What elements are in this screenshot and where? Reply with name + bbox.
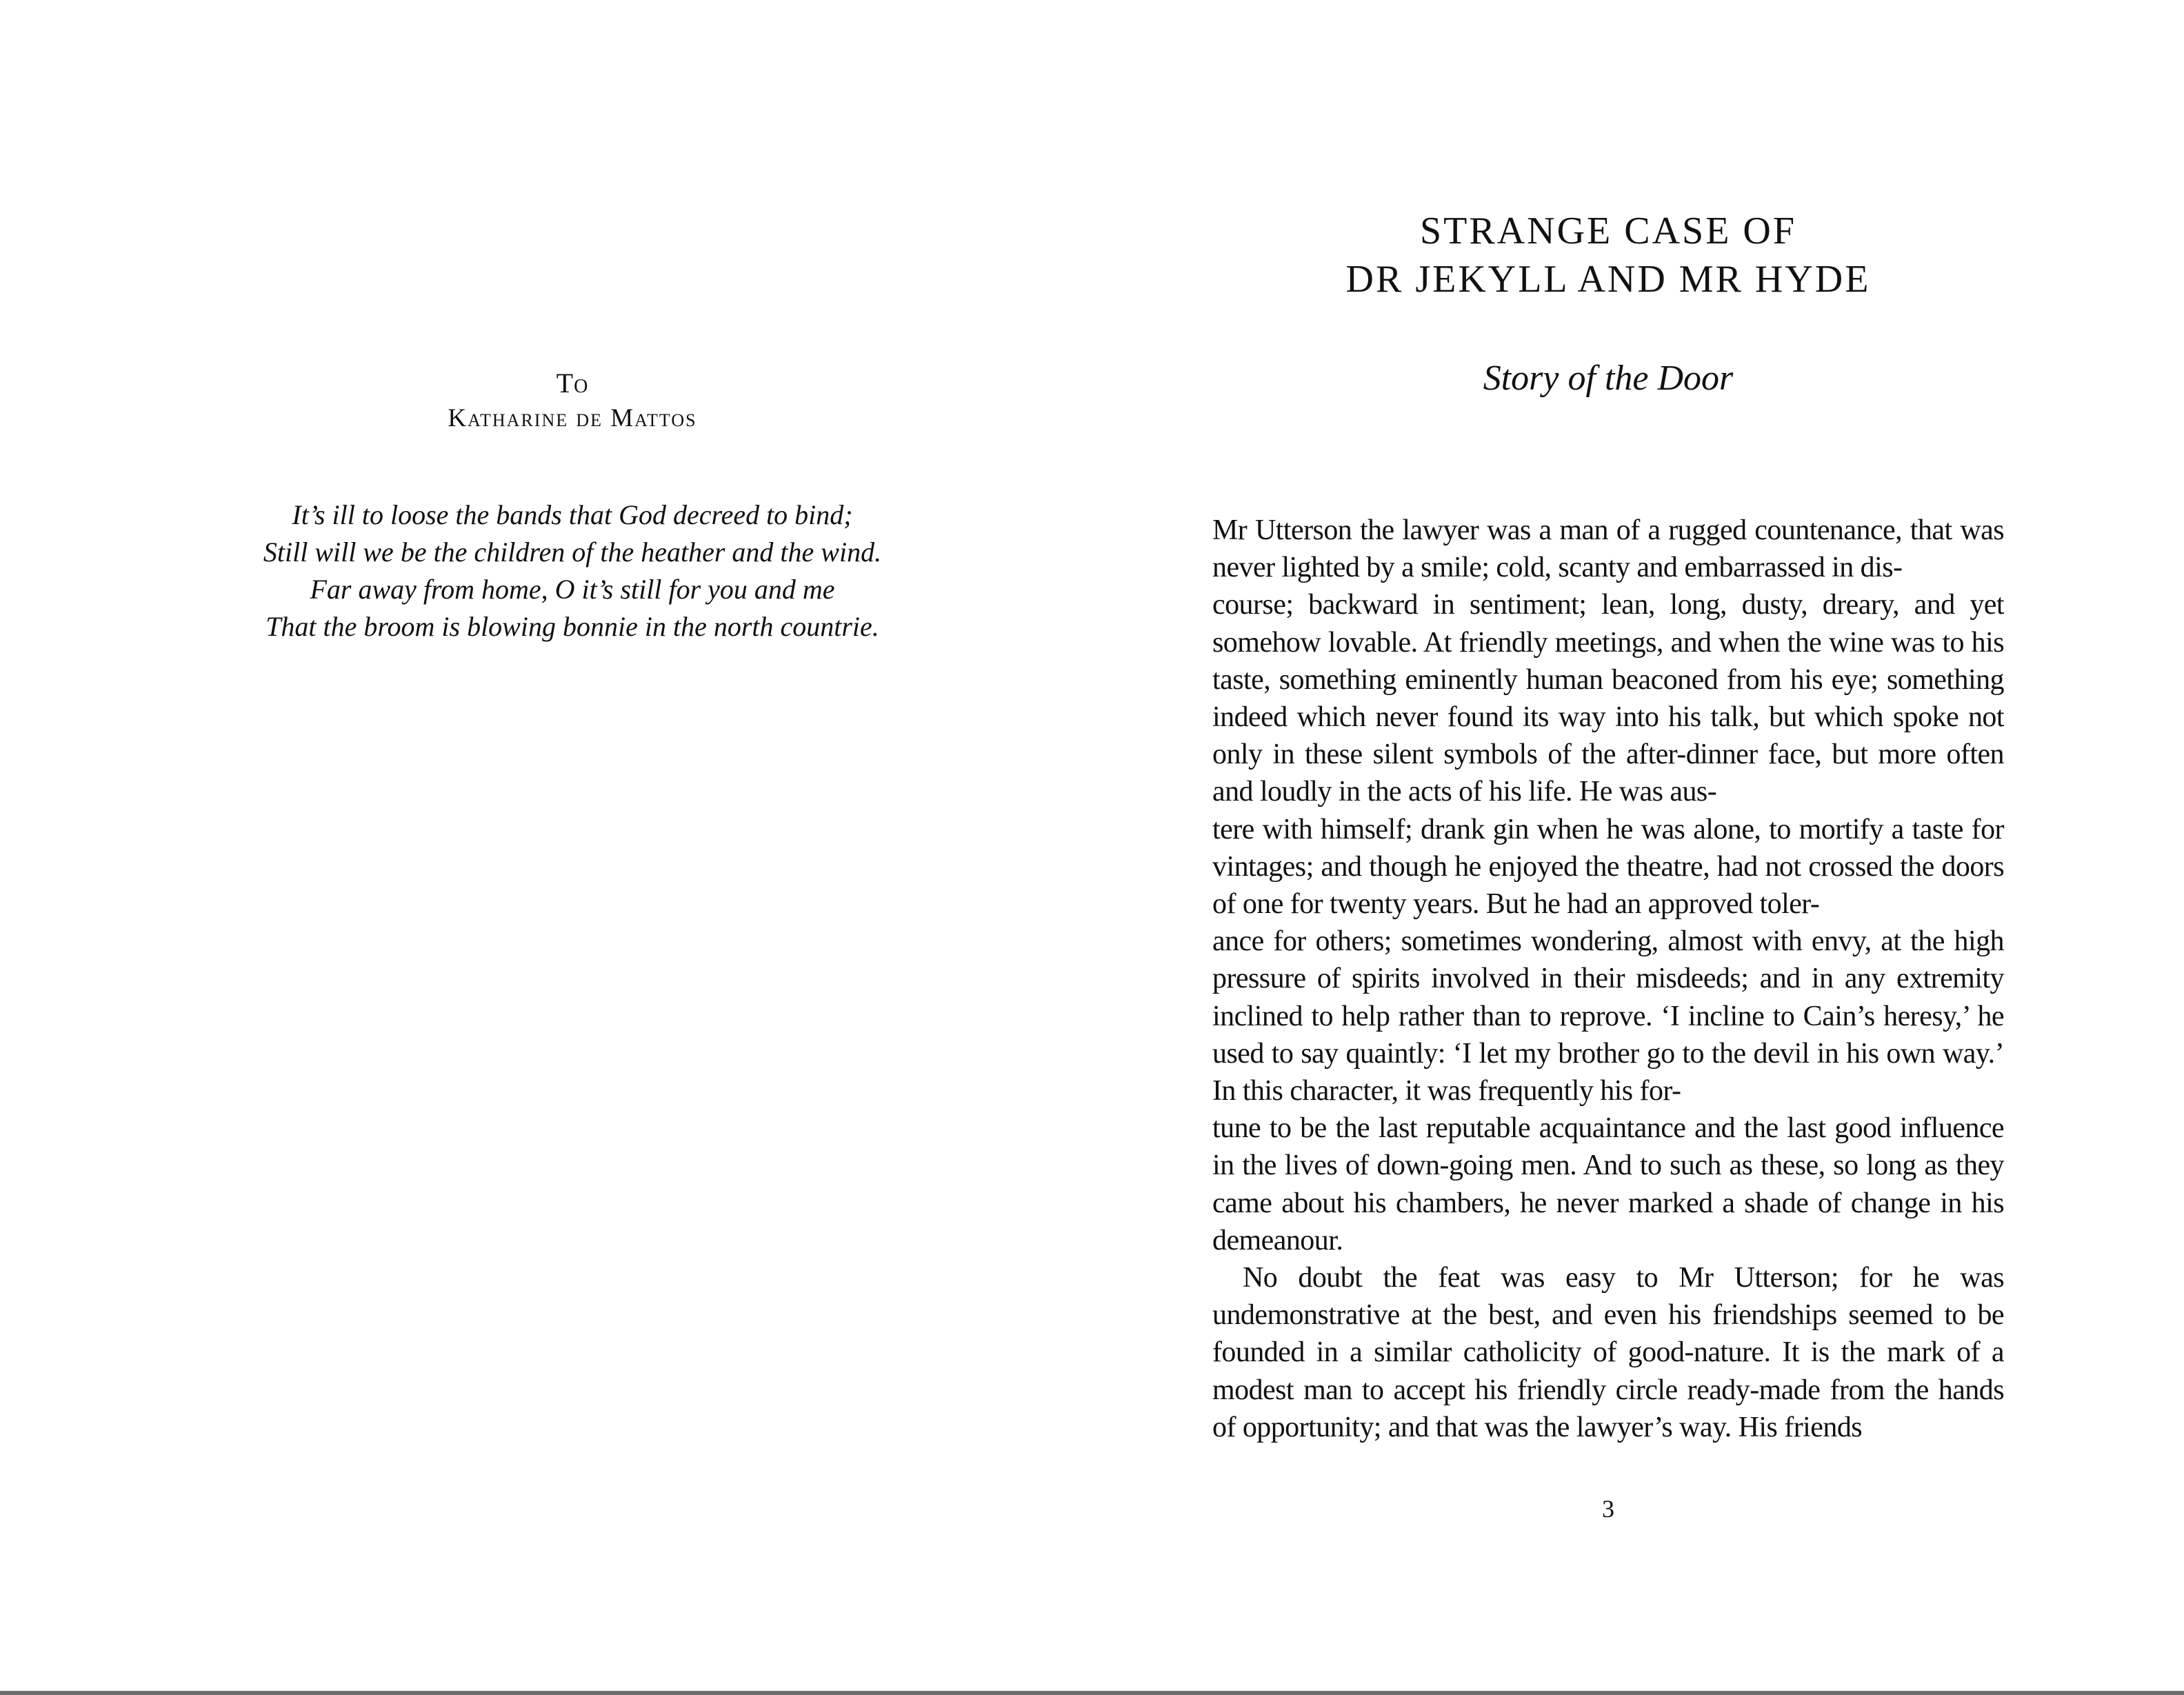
- paragraph: No doubt the feat was easy to Mr Utterson; for he was undemonstrative at the best, and even his friendships seemed to be founded in a similar catholicity of good-nature. It is the mark of a modest man to accept his friendly circle ready-made from the hands of opportunity; and that was the lawyer’s way. His friends: [1212, 1262, 2004, 1443]
- book-title: [1212, 207, 2004, 303]
- book-title-line: STRANGE CASE OF: [1420, 210, 1796, 252]
- epigraph-line: Far away from home, O it’s still for you and me: [310, 574, 835, 605]
- epigraph-line: It’s ill to loose the bands that God decreed to bind;: [292, 499, 853, 530]
- epigraph: [262, 497, 883, 645]
- book-title-line: DR JEKYLL AND MR HYDE: [1345, 258, 1871, 301]
- dedication-page: [262, 365, 883, 645]
- dedication-name: Katharine de Mattos: [448, 404, 697, 432]
- chapter-title: Story of the Door: [1483, 359, 1734, 398]
- paragraph: Mr Utterson the lawyer was a man of a rugged countenance, that was never lighted by a smile; cold, scanty and embarrassed in dis- course; backward in sentiment; lean, long, dusty, dreary, and yet somehow lovable. At friendly meetings, and when the wine was to his taste, something eminently human beaconed from his eye; something indeed which never found its way into his talk, but which spoke not only in these silent symbols of the after-dinner face, but more often and loudly in the acts of his life. He was aus- tere with himself; drank gin when he was alone, to mortify a taste for vintages; and though he enjoyed the theatre, had not crossed the doors of one for twenty years. But he had an approved toler- ance for others; sometimes wondering, almost with envy, at the high pressure of spirits involved in their misdeeds; and in any extremity inclined to help rather than to reprove. ‘I incline to Cain’s heresy,’ he used to say quaintly: ‘I let my brother go to the devil in his own way.’ In this character, it was frequently his for- tune to be the last reputable acquaintance and the last good influence in the lives of down-going men. And to such as these, so long as they came about his chambers, he never marked a shade of change in his demeanour.: [1212, 514, 2004, 1256]
- chapter-body: [1212, 512, 2004, 1446]
- epigraph-line: That the broom is blowing bonnie in the north countrie.: [266, 611, 879, 642]
- dedication-to: To: [556, 368, 589, 399]
- page-number: 3: [1602, 1495, 1614, 1523]
- epigraph-line: Still will we be the children of the heather and the wind.: [263, 536, 882, 568]
- bottom-edge-rule: [0, 1691, 2184, 1695]
